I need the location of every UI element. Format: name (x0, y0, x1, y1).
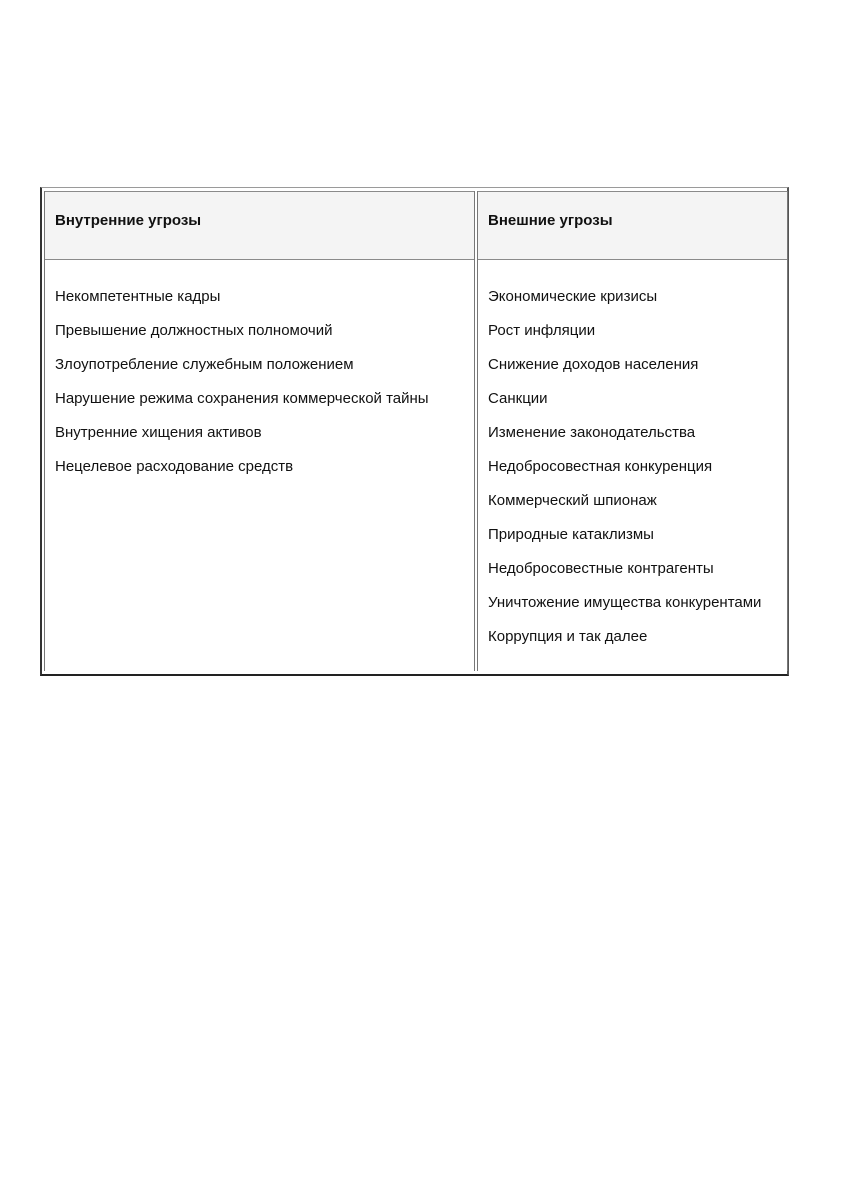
internal-threats-list (45, 260, 474, 484)
list-item: Нецелевое расходование средств (55, 458, 294, 475)
list-item: Некомпетентные кадры (55, 288, 221, 305)
list-item: Коммерческий шпионаж (488, 492, 657, 509)
list-item: Нарушение режима сохранения коммерческой тайны (55, 390, 429, 407)
list-item: Внутренние хищения активов (55, 424, 262, 441)
list-item: Санкции (488, 390, 548, 407)
list-item: Рост инфляции (488, 322, 596, 339)
list-item: Недобросовестные контрагенты (488, 560, 714, 577)
external-threats-list (478, 260, 787, 654)
internal-threats-column (44, 191, 475, 671)
threats-table (40, 187, 789, 676)
list-item: Природные катаклизмы (488, 526, 654, 543)
list-item: Снижение доходов населения (488, 356, 699, 373)
list-item: Изменение законодательства (488, 424, 696, 441)
external-threats-header: Внешние угрозы (478, 191, 787, 260)
list-item: Злоупотребление служебным положением (55, 356, 354, 373)
list-item: Коррупция и так далее (488, 628, 648, 645)
list-item: Уничтожение имущества конкурентами (488, 594, 762, 611)
list-item: Превышение должностных полномочий (55, 322, 333, 339)
list-item: Недобросовестная конкуренция (488, 458, 713, 475)
external-threats-column (477, 191, 788, 671)
internal-threats-header: Внутренние угрозы (45, 191, 474, 260)
list-item: Экономические кризисы (488, 288, 658, 305)
